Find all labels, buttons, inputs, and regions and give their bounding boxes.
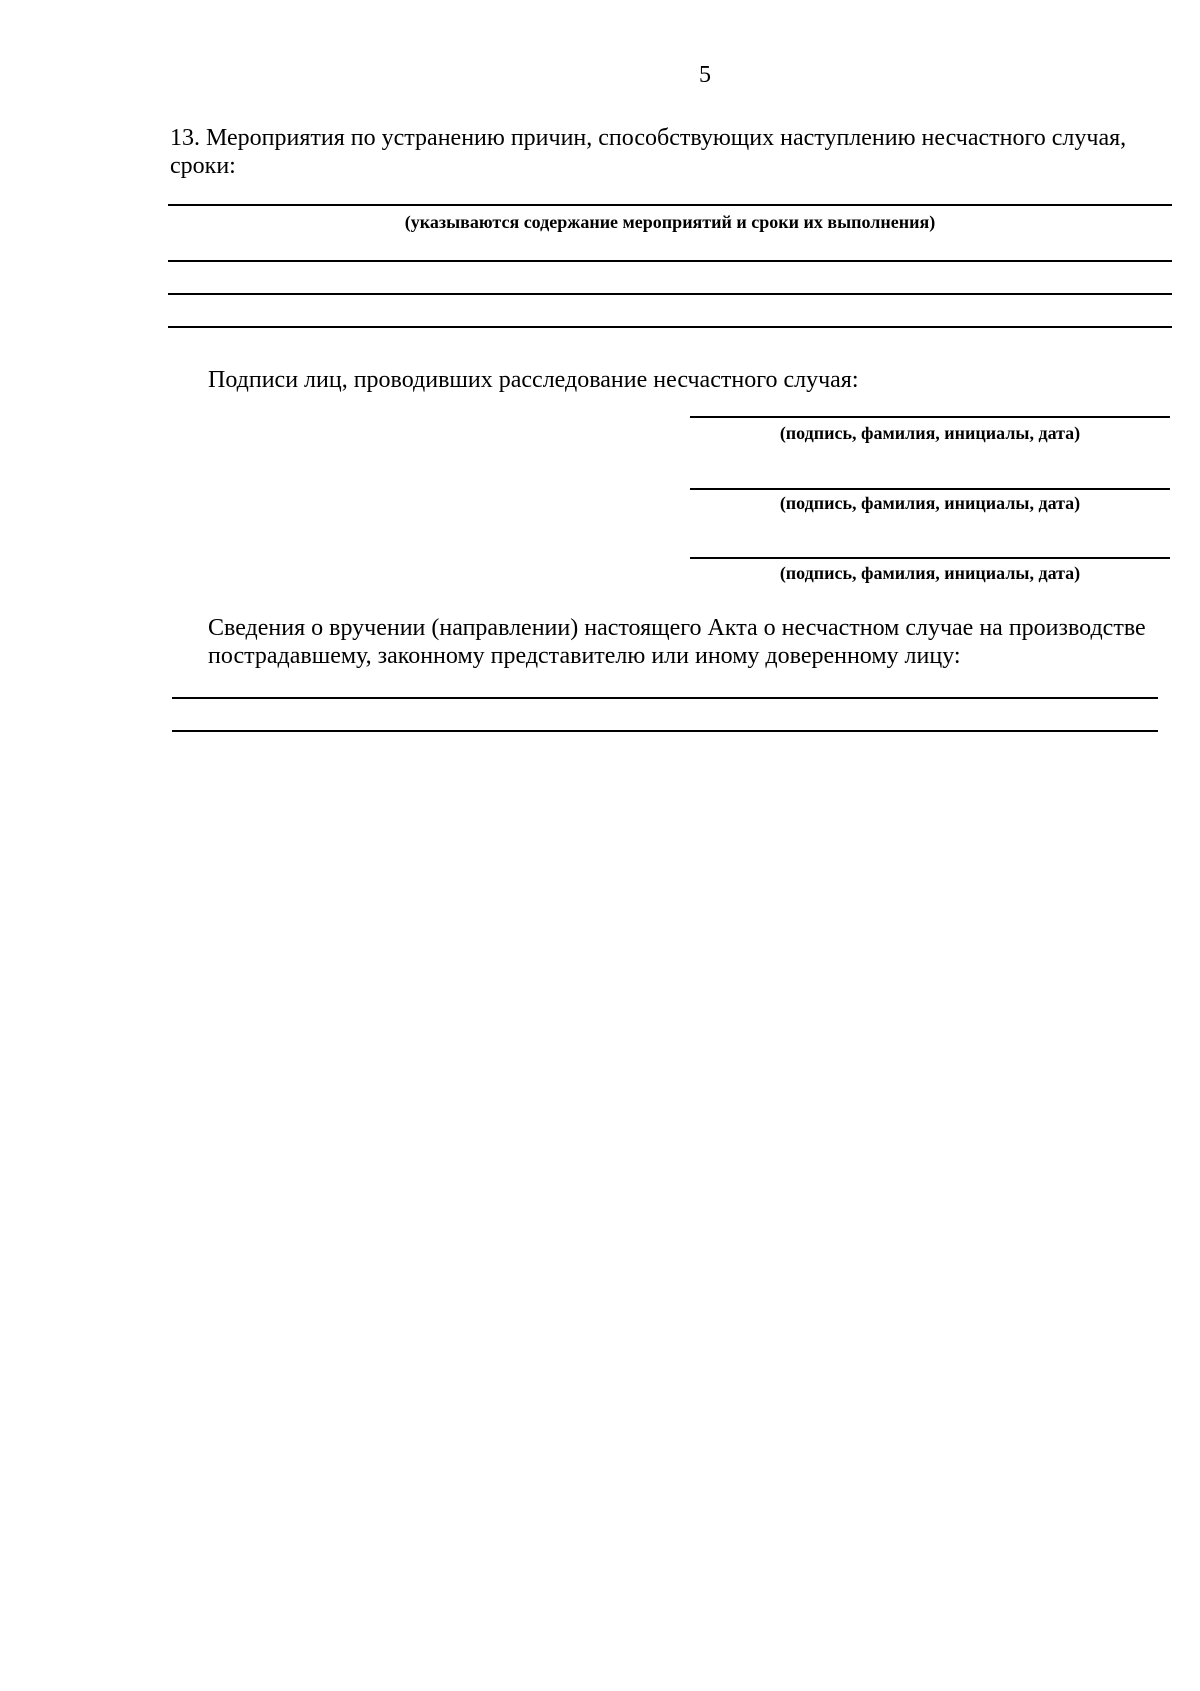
measures-line-4[interactable] bbox=[168, 326, 1172, 328]
signature-line-3[interactable] bbox=[690, 557, 1170, 559]
signature-caption-3: (подпись, фамилия, инициалы, дата) bbox=[779, 563, 1081, 583]
delivery-line-1[interactable] bbox=[172, 697, 1158, 699]
delivery-line-2[interactable] bbox=[172, 730, 1158, 732]
measures-caption: (указываются содержание мероприятий и сроки их выполнения) bbox=[404, 212, 936, 232]
measures-title: 13. Мероприятия по устранению причин, способствующих наступлению несчастного случая, сроки: bbox=[170, 125, 1127, 179]
measures-line-3[interactable] bbox=[168, 293, 1172, 295]
signatures-heading: Подписи лиц, проводивших расследование несчастного случая: bbox=[208, 367, 859, 393]
signature-line-2[interactable] bbox=[690, 488, 1170, 490]
signature-caption-1: (подпись, фамилия, инициалы, дата) bbox=[779, 423, 1081, 443]
measures-line-1[interactable] bbox=[168, 204, 1172, 206]
signature-caption-2: (подпись, фамилия, инициалы, дата) bbox=[779, 493, 1081, 513]
measures-line-2[interactable] bbox=[168, 260, 1172, 262]
delivery-text: Сведения о вручении (направлении) настоящего Акта о несчастном случае на производстве пострадавшему, законному представителю или иному доверенному лицу: bbox=[208, 615, 1146, 669]
signature-line-1[interactable] bbox=[690, 416, 1170, 418]
page-number: 5 bbox=[699, 62, 711, 88]
